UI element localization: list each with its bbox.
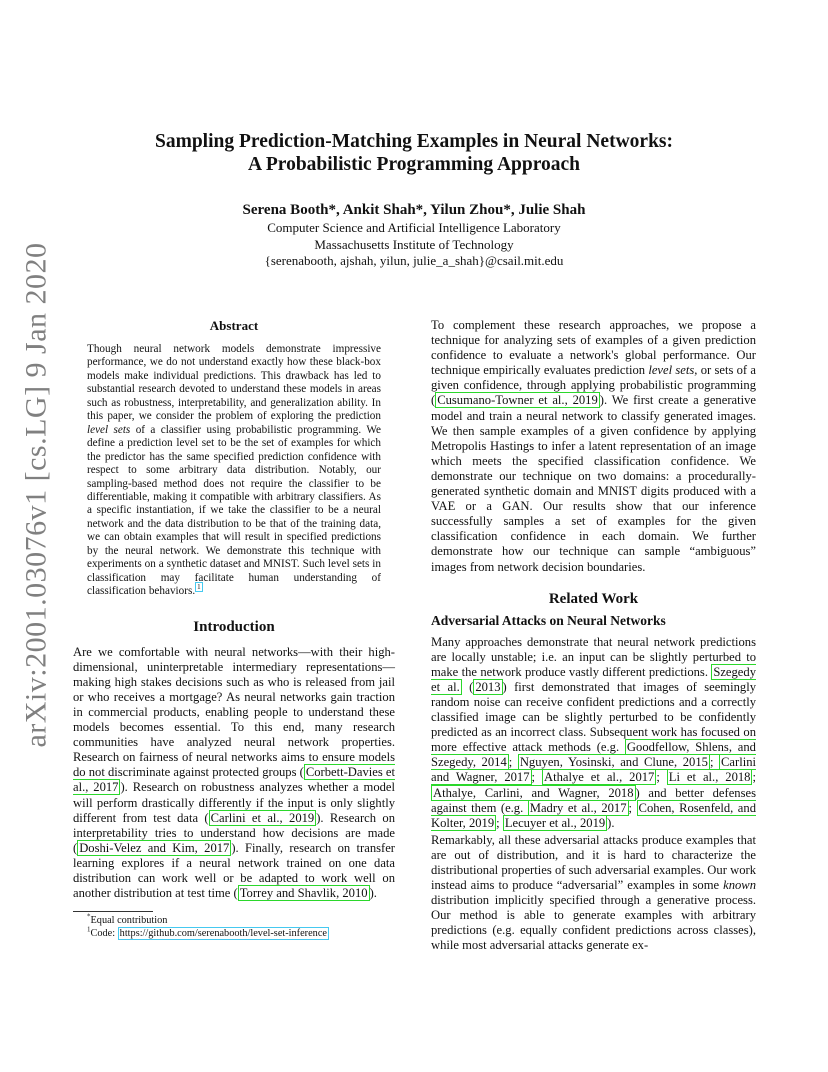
citation-link[interactable]: Cohen, Rosenfeld, and Kolter, 2019 (431, 800, 756, 830)
contrib-text-2: , or sets of a given confidence, through applying probabilistic programming ( (431, 363, 756, 408)
citation-link[interactable]: Corbett-Davies et al., 2017 (73, 765, 396, 795)
rw-separator: ; (709, 755, 720, 770)
footnote-code-label: Code: (90, 928, 118, 940)
arxiv-identifier-text: arXiv:2001.03076v1 [cs.LG] 9 Jan 2020 (20, 242, 53, 748)
code-url-link[interactable]: https://github.com/serenabooth/level-set-inference (119, 928, 327, 940)
citation-link[interactable]: Goodfellow, Shlens, and Szegedy, 2014 (431, 740, 756, 770)
paper-title (100, 130, 728, 176)
rw-text: ). (607, 815, 615, 830)
adversarial-paragraph-2 (431, 833, 756, 954)
contrib-text-3: ). We first create a generative model and train a neural network to classify generated images. We then sample examples of a given confidence by applying Metropolis Hastings to infer a latent representation of an image which meets the specified classification confidence. We demonstrate our technique on two domains: a procedurally-generated synthetic domain and MNIST digits produced with a VAE or a GAN. Our results show that our inference successfully samples a set of examples for the given classification confidence in each domain. We further demonstrate how our technique can sample “ambiguous” images from network decision boundaries. (431, 393, 756, 574)
citation-link[interactable]: Lecuyer et al., 2019 (504, 815, 606, 830)
adversarial-attacks-subheading: Adversarial Attacks on Neural Networks (431, 612, 666, 628)
citation-link[interactable]: Carlini and Wagner, 2017 (431, 755, 756, 785)
citation-link[interactable]: Doshi-Velez and Kim, 2017 (79, 840, 230, 855)
contrib-text-1: To complement these research approaches, we propose a technique for analyzing sets of examples of a given prediction confidence to evaluate a network's global performance. Our technique empirically evaluates prediction (431, 318, 756, 378)
affiliation-lab: Computer Science and Artificial Intelligence Laboratory (267, 220, 561, 235)
introduction-heading: Introduction (193, 618, 275, 635)
abstract-heading: Abstract (209, 318, 259, 333)
contribution-paragraph (431, 318, 756, 575)
rw-text: Many approaches demonstrate that neural network predictions are locally unstable; i.e. an input can be slightly perturbed to make the network produce vastly different predictions. (431, 634, 756, 679)
citation-link[interactable]: Cusumano-Towner et al., 2019 (437, 393, 598, 408)
citation-link[interactable]: Szegedy et al. (431, 664, 756, 694)
rw-text: ) and better defenses against them (e.g. (431, 785, 756, 815)
introduction-paragraph (73, 645, 395, 902)
intro-text-2: ). Research on robustness analyzes whether a model will perform drastically differently if the input is only slightly different from test data ( (73, 780, 396, 825)
rw2-emphasis: known (723, 878, 756, 893)
rw-text: ) first demonstrated that images of seemingly random noise can receive confident predictions and a correctly classified image can be slightly perturbed to be confidently predicted as an incorrect class. Subsequent work has focused on more effective attack methods (e.g. (431, 679, 756, 755)
rw-separator: ; (496, 815, 503, 830)
citation-link[interactable]: Li et al., 2018 (668, 770, 751, 785)
rw-separator: ; (508, 755, 518, 770)
title-line-1: Sampling Prediction-Matching Examples in Neural Networks: (154, 131, 673, 152)
footnote-equal-contribution (73, 914, 395, 927)
footnote-code-mark: 1 (87, 925, 91, 934)
abstract-body (87, 343, 381, 599)
citation-link[interactable]: Nguyen, Yosinski, and Clune, 2015 (519, 755, 708, 770)
affiliation (100, 220, 728, 270)
rw-text: ( (461, 679, 474, 694)
rw-separator: ; (531, 770, 542, 785)
title-line-2: A Probabilistic Programming Approach (247, 154, 581, 175)
left-column (73, 318, 395, 940)
rw2-text-1: Remarkably, all these adversarial attacks produce examples that are out of distribution, and it is hard to characterize the distributional properties of such adversarial examples. Our work instead aims to produce “adversarial” examples in some (431, 832, 756, 893)
rw-separator: ; (628, 800, 637, 815)
abstract-text-a: Though neural network models demonstrate impressive performance, we do not understand exactly how these black-box models make individual predictions. This drawback has led to substantial research devoted to understand these models in areas such as robustness, interpretability, and generalization ability. In this paper, we consider the problem of exploring the prediction (87, 343, 381, 423)
right-column (431, 318, 756, 954)
intro-text-4: ). Finally, research on transfer learning explores if a neural network trained on one data distribution can work well or be adapted to work well on another distribution at test time ( (73, 840, 395, 901)
rw2-text-2: distribution implicitly specified through a generative process. Our method is able to generate examples with arbitrary predictions (e.g. equally confident predictions across classes), while most adversarial attacks generate ex- (431, 893, 756, 953)
abstract-text-b: of a classifier using probabilistic programming. We define a prediction level set to be the set of examples for which the predictor has the same specified prediction confidence with respect to some arbitrary data distribution. Notably, our sampling-based method does not require the classifier to be differentiable, making it compatible with arbitrary classifiers. As a specific instantiation, if we take the classifier to be a neural network and the data distribution to be that of the training data, we can obtain examples that will result in specified predictions by the neural network. We demonstrate this technique with experiments on a synthetic dataset and MNIST. Such level sets in classification may facilitate human understanding of classification behaviors. (87, 423, 381, 598)
affiliation-institute: Massachusetts Institute of Technology (314, 236, 514, 252)
arxiv-identifier (12, 242, 62, 748)
citation-link[interactable]: Carlini et al., 2019 (210, 810, 315, 825)
intro-text-1: Are we comfortable with neural networks—with their high-dimensional, uninterpretable intermediary representations—making high stakes decisions such as who is released from jail or who receives a mortgage? As neural networks gain traction in commercial products, enabling people to understand these models becomes essential. To this end, many research communities have analyzed neural network properties. Research on fairness of neural networks aims to ensure models do not discriminate against protected groups ( (73, 644, 395, 780)
citation-link[interactable]: Madry et al., 2017 (529, 800, 627, 815)
adversarial-paragraph-1 (431, 635, 756, 831)
citation-link[interactable]: Athalye, Carlini, and Wagner, 2018 (433, 785, 634, 800)
affiliation-emails: {serenabooth, ajshah, yilun, julie_a_shah}@csail.mit.edu (264, 253, 564, 268)
contrib-emphasis: level sets (648, 363, 695, 378)
related-work-heading: Related Work (548, 590, 639, 607)
footnote-divider (73, 911, 153, 912)
citation-link[interactable]: Athalye et al., 2017 (543, 770, 655, 785)
rw-separator: ; (752, 770, 756, 785)
footnote-code (73, 927, 395, 940)
rw-separator: ; (656, 770, 667, 785)
authors: Serena Booth*, Ankit Shah*, Yilun Zhou*, Julie Shah (242, 202, 586, 218)
citation-link[interactable]: Torrey and Shavlik, 2010 (239, 886, 368, 901)
footnote-equal-mark: * (87, 912, 91, 921)
footnote-equal-text: Equal contribution (90, 915, 168, 927)
abstract-emphasis: level sets (87, 423, 131, 436)
intro-text-3: ). Research on interpretability tries to understand how decisions are made ( (73, 810, 395, 855)
citation-link[interactable]: 2013 (475, 679, 501, 694)
intro-text-5: ). (369, 886, 377, 901)
abstract-footnote-link[interactable]: 1 (197, 583, 201, 592)
